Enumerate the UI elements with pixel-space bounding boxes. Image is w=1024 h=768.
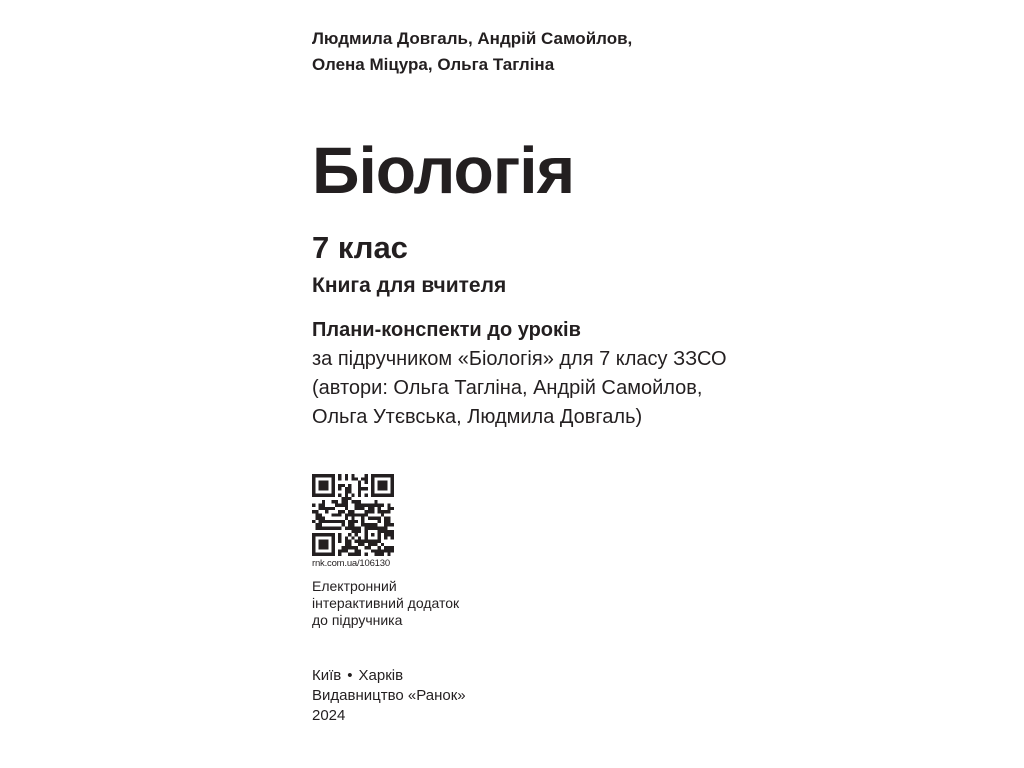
publisher-info [312, 666, 466, 726]
description-line-3: (автори: Ольга Тагліна, Андрій Самойлов, [312, 377, 703, 399]
publisher-cities [312, 666, 466, 686]
supplement-line-3: до підручника [312, 612, 403, 628]
city-kyiv: Київ [312, 667, 342, 684]
description-line-2: за підручником «Біологія» для 7 класу ЗЗСО [312, 348, 727, 370]
city-separator: • [347, 667, 353, 684]
authors [312, 26, 632, 78]
supplement-note [312, 578, 459, 629]
book-title: Біологія [312, 133, 575, 207]
publisher-name: Видавництво «Ранок» [312, 687, 466, 704]
city-kharkiv: Харків [358, 667, 404, 684]
description-lead: Плани-конспекти до уроків [312, 319, 581, 341]
authors-line-1: Людмила Довгаль, Андрій Самойлов, [312, 29, 633, 48]
grade-label: 7 клас [312, 230, 408, 265]
qr-url[interactable]: rnk.com.ua/106130 [312, 558, 390, 569]
supplement-line-1: Електронний [312, 578, 397, 594]
book-subtitle: Книга для вчителя [312, 274, 507, 297]
description-line-4: Ольга Утєвська, Людмила Довгаль) [312, 406, 643, 428]
qr-code-graphic [312, 474, 394, 556]
book-description [312, 316, 727, 432]
qr-code-icon[interactable] [312, 474, 394, 556]
publication-year: 2024 [312, 707, 346, 724]
authors-line-2: Олена Міцура, Ольга Тагліна [312, 55, 555, 74]
supplement-line-2: інтерактивний додаток [312, 595, 460, 611]
